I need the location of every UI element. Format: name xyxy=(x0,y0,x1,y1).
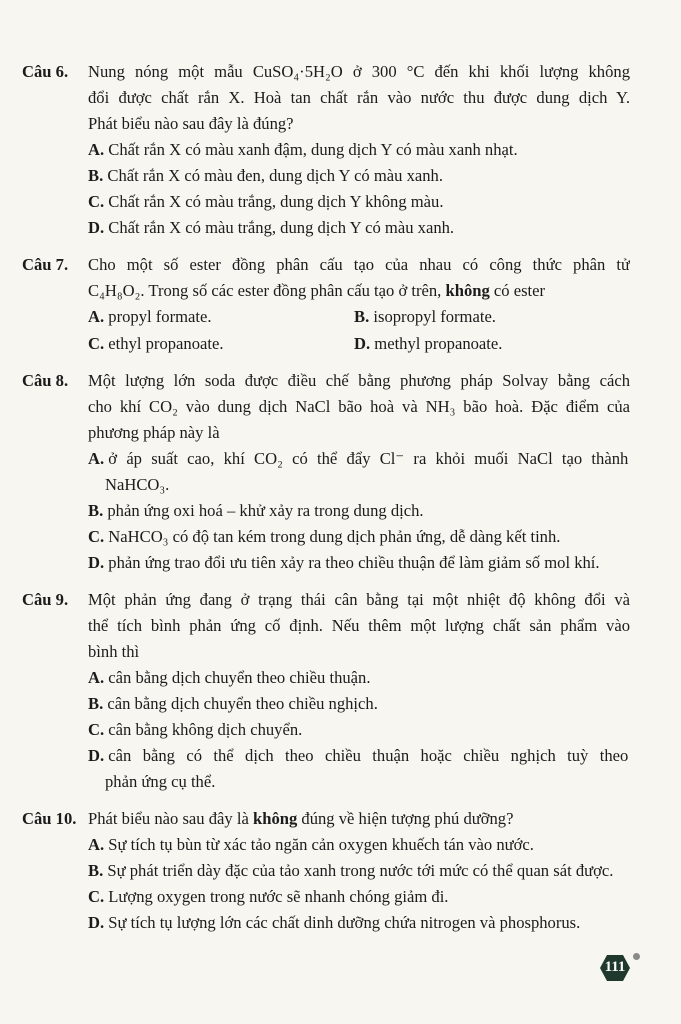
option-text: cân bằng dịch chuyển theo chiều nghịch. xyxy=(107,694,378,713)
page-number-badge xyxy=(600,954,630,982)
option-text: Chất rắn X có màu đen, dung dịch Y có màu xanh. xyxy=(107,166,444,185)
emphasis: không xyxy=(445,281,490,300)
option-c xyxy=(88,884,630,910)
option-letter: A. xyxy=(88,449,105,468)
option-c xyxy=(88,717,630,743)
question-stem-line: Phát biểu nào sau đây là đúng? xyxy=(88,114,294,133)
option-letter: C. xyxy=(88,333,105,353)
option-text: Lượng oxygen trong nước sẽ nhanh chóng giảm đi. xyxy=(108,887,449,906)
option-letter: C. xyxy=(88,527,105,546)
option-text: phản ứng oxi hoá – khử xảy ra trong dung dịch. xyxy=(107,501,424,520)
question-stem-line: Một phản ứng đang ở trạng thái cân bằng tại một nhiệt độ không đổi và xyxy=(88,590,630,609)
question-stem-line: thể tích bình phản ứng cố định. Nếu thêm một lượng chất sản phẩm vào xyxy=(88,616,630,635)
option-b xyxy=(88,691,630,717)
option-text: Chất rắn X có màu trắng, dung dịch Y có màu xanh. xyxy=(108,218,455,237)
option-b xyxy=(88,163,630,189)
option-letter: D. xyxy=(354,333,371,353)
question-stem-line: Cho một số ester đồng phân cấu tạo của nhau có công thức phân tử xyxy=(88,255,630,274)
option-letter: D. xyxy=(88,218,105,237)
question-9 xyxy=(0,587,681,795)
option-letter: A. xyxy=(88,835,105,854)
decorative-dot xyxy=(633,953,640,960)
question-stem-line: C₄H₈O₂. Trong số các ester đồng phân cấu tạo ở trên, không có ester xyxy=(88,281,546,300)
question-stem-line: đổi được chất rắn X. Hoà tan chất rắn vào nước thu được dung dịch Y. xyxy=(88,88,630,107)
option-letter: A. xyxy=(88,140,105,159)
question-stem-line: bình thì xyxy=(88,642,140,661)
option-letter: D. xyxy=(88,746,105,765)
question-label: Câu 10. xyxy=(22,809,77,828)
option-a xyxy=(88,304,354,331)
question-label: Câu 8. xyxy=(22,371,69,390)
question-6 xyxy=(0,59,681,241)
question-stem-line: Phát biểu nào sau đây là không đúng về hiện tượng phú dưỡng? xyxy=(88,809,514,828)
option-letter: C. xyxy=(88,192,105,211)
option-text: isopropyl formate. xyxy=(373,307,496,326)
option-d xyxy=(88,550,630,576)
option-c xyxy=(88,189,630,215)
option-letter: B. xyxy=(354,307,370,326)
document-page xyxy=(0,59,681,947)
question-stem-line: Nung nóng một mẫu CuSO₄·5H₂O ở 300 °C đến khi khối lượng không xyxy=(88,62,630,81)
option-text: NaHCO₃. xyxy=(105,475,170,494)
option-text: cân bằng dịch chuyển theo chiều thuận. xyxy=(108,668,371,687)
question-stem-line: phương pháp này là xyxy=(88,423,220,442)
option-d xyxy=(88,910,630,936)
option-letter: B. xyxy=(88,694,104,713)
question-label: Câu 6. xyxy=(22,62,69,81)
page-number: 111 xyxy=(604,959,626,975)
option-a xyxy=(88,832,630,858)
option-letter: D. xyxy=(88,553,105,572)
option-text: NaHCO₃ có độ tan kém trong dung dịch phản ứng, dễ dàng kết tinh. xyxy=(108,527,561,546)
option-b xyxy=(354,304,630,331)
option-letter: A. xyxy=(88,307,105,326)
option-a xyxy=(88,446,630,498)
option-text: phản ứng trao đổi ưu tiên xảy ra theo chiều thuận để làm giảm số mol khí. xyxy=(108,553,600,572)
question-label: Câu 9. xyxy=(22,590,69,609)
option-letter: C. xyxy=(88,720,105,739)
option-text: propyl formate. xyxy=(108,307,212,326)
option-text: cân bằng không dịch chuyển. xyxy=(108,720,303,739)
option-a xyxy=(88,665,630,691)
option-text: Sự tích tụ lượng lớn các chất dinh dưỡng chứa nitrogen và phosphorus. xyxy=(108,913,581,932)
option-letter: C. xyxy=(88,887,105,906)
question-label: Câu 7. xyxy=(22,255,69,274)
option-d xyxy=(88,743,630,795)
option-text: Sự tích tụ bùn từ xác tảo ngăn cản oxygen khuếch tán vào nước. xyxy=(108,835,534,854)
question-stem-line: Một lượng lớn soda được điều chế bằng phương pháp Solvay bằng cách xyxy=(88,371,630,390)
option-letter: B. xyxy=(88,861,104,880)
option-letter: B. xyxy=(88,166,104,185)
question-8 xyxy=(0,368,681,576)
option-text: ở áp suất cao, khí CO₂ có thể đẩy Cl⁻ ra khỏi muối NaCl tạo thành xyxy=(108,449,629,468)
option-text: Chất rắn X có màu trắng, dung dịch Y không màu. xyxy=(108,192,444,211)
option-c xyxy=(88,524,630,550)
question-7 xyxy=(0,252,681,357)
option-letter: D. xyxy=(88,913,105,932)
option-text: phản ứng cụ thể. xyxy=(105,772,216,791)
option-text: cân bằng có thể dịch theo chiều thuận hoặc chiều nghịch tuỳ theo xyxy=(108,746,629,765)
option-d xyxy=(354,331,630,358)
option-letter: B. xyxy=(88,501,104,520)
option-b xyxy=(88,498,630,524)
option-d xyxy=(88,215,630,241)
option-b xyxy=(88,858,630,884)
option-letter: A. xyxy=(88,668,105,687)
question-10 xyxy=(0,806,681,936)
option-text: methyl propanoate. xyxy=(374,333,503,353)
option-text: Sự phát triển dày đặc của tảo xanh trong nước tới mức có thể quan sát được. xyxy=(107,861,614,880)
option-a xyxy=(88,137,630,163)
option-text: Chất rắn X có màu xanh đậm, dung dịch Y có màu xanh nhạt. xyxy=(108,140,518,159)
option-c xyxy=(88,331,354,358)
emphasis: không xyxy=(252,809,298,828)
question-stem-line: cho khí CO₂ vào dung dịch NaCl bão hoà và NH₃ bão hoà. Đặc điểm của xyxy=(88,397,630,416)
option-text: ethyl propanoate. xyxy=(108,333,224,353)
options-grid xyxy=(88,304,681,357)
